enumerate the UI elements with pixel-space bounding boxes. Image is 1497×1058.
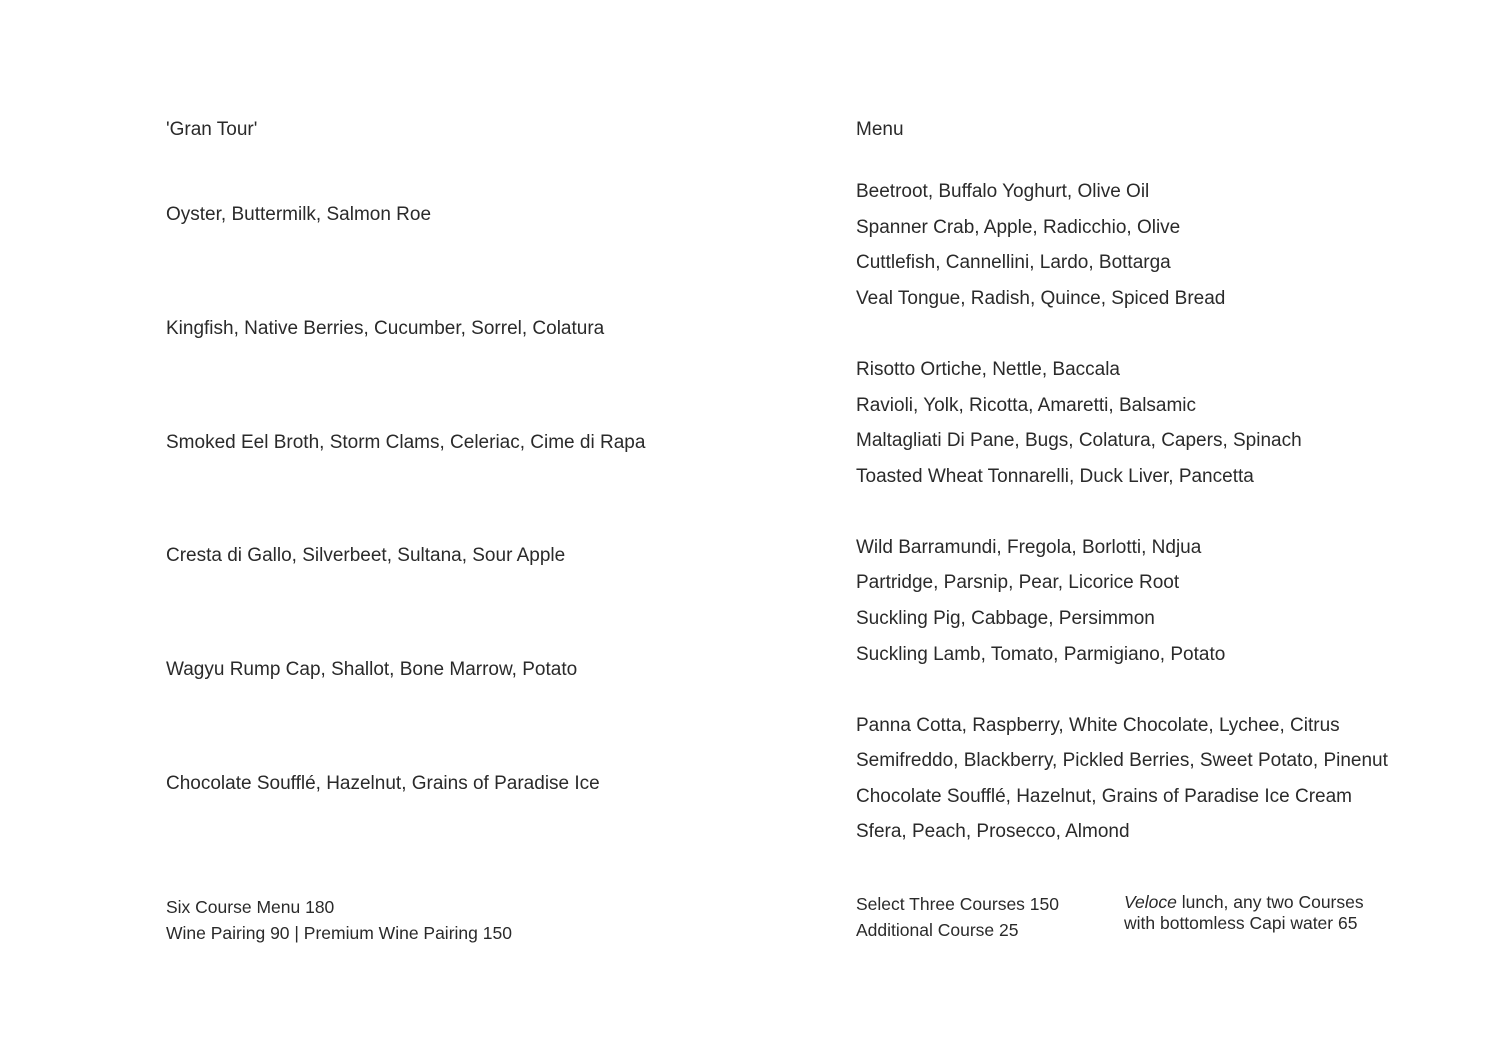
- tasting-dish-6: Chocolate Soufflé, Hazelnut, Grains of Paradise Ice: [166, 773, 600, 794]
- menu-title: Menu: [856, 119, 904, 140]
- menu-dish: Spanner Crab, Apple, Radicchio, Olive: [856, 217, 1181, 238]
- menu-dish: Beetroot, Buffalo Yoghurt, Olive Oil: [856, 181, 1150, 202]
- veloce-line-1: [1124, 892, 1364, 913]
- tasting-dish-5: Wagyu Rump Cap, Shallot, Bone Marrow, Potato: [166, 659, 578, 680]
- three-course-price: Select Three Courses 150: [856, 894, 1059, 914]
- tasting-dish-2: Kingfish, Native Berries, Cucumber, Sorrel, Colatura: [166, 318, 605, 339]
- menu-dish: Partridge, Parsnip, Pear, Licorice Root: [856, 572, 1180, 593]
- menu-dish: Ravioli, Yolk, Ricotta, Amaretti, Balsamic: [856, 395, 1197, 416]
- menu-dish: Cuttlefish, Cannellini, Lardo, Bottarga: [856, 252, 1171, 273]
- wine-pairing-price: Wine Pairing 90 | Premium Wine Pairing 150: [166, 923, 512, 943]
- veloce-lunch-offer: [1124, 892, 1364, 934]
- menu-dish: Suckling Pig, Cabbage, Persimmon: [856, 608, 1155, 629]
- menu-dish: Veal Tongue, Radish, Quince, Spiced Bread: [856, 288, 1226, 309]
- menu-dish: Panna Cotta, Raspberry, White Chocolate, Lychee, Citrus: [856, 715, 1340, 736]
- veloce-description: lunch, any two Courses: [1176, 892, 1364, 912]
- tasting-dish-3: Smoked Eel Broth, Storm Clams, Celeriac, Cime di Rapa: [166, 432, 646, 453]
- tasting-dish-4: Cresta di Gallo, Silverbeet, Sultana, Sour Apple: [166, 545, 566, 566]
- menu-dish: Suckling Lamb, Tomato, Parmigiano, Potato: [856, 644, 1226, 665]
- menu-dish: Wild Barramundi, Fregola, Borlotti, Ndjua: [856, 537, 1202, 558]
- menu-dish: Semifreddo, Blackberry, Pickled Berries, Sweet Potato, Pinenut: [856, 750, 1388, 771]
- menu-dish: Risotto Ortiche, Nettle, Baccala: [856, 359, 1120, 380]
- six-course-price: Six Course Menu 180: [166, 897, 335, 917]
- course-pricing: [856, 891, 1059, 943]
- menu-dish: Maltagliati Di Pane, Bugs, Colatura, Capers, Spinach: [856, 430, 1302, 451]
- veloce-label: Veloce: [1124, 892, 1177, 912]
- veloce-line-2: with bottomless Capi water 65: [1124, 913, 1358, 933]
- additional-course-price: Additional Course 25: [856, 920, 1019, 940]
- menu-dish: Toasted Wheat Tonnarelli, Duck Liver, Pancetta: [856, 466, 1254, 487]
- menu-dish: Chocolate Soufflé, Hazelnut, Grains of Paradise Ice Cream: [856, 786, 1353, 807]
- gran-tour-pricing: [166, 894, 512, 946]
- menu-dish: Sfera, Peach, Prosecco, Almond: [856, 821, 1130, 842]
- tasting-dish-1: Oyster, Buttermilk, Salmon Roe: [166, 204, 432, 225]
- gran-tour-title: 'Gran Tour': [166, 119, 258, 140]
